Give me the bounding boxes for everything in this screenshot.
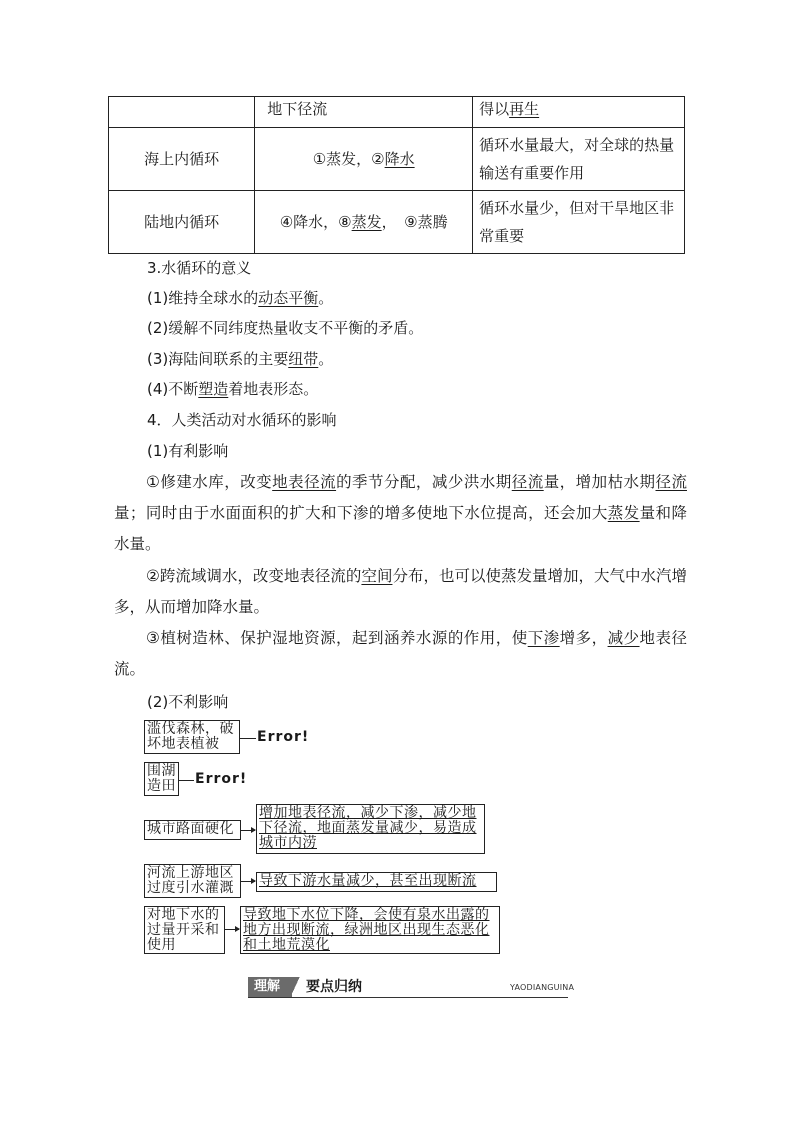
cell-text: ④降水，⑧ xyxy=(279,213,352,231)
cause-box-urban-paving: 城市路面硬化 xyxy=(144,820,241,840)
arrow-icon xyxy=(241,881,255,882)
arrow-icon xyxy=(241,830,255,831)
effect-box-groundwater: 导致地下水位下降，会使有泉水出露的地方出现断流，绿洲地区出现生态恶化和土地荒漠化 xyxy=(240,906,500,954)
cell-text: ①蒸发，② xyxy=(312,150,385,168)
list-item: (1)维持全球水的动态平衡。 xyxy=(147,289,334,307)
connector-line xyxy=(179,780,194,781)
cell-text: 得以 xyxy=(479,100,510,118)
cell-underlined-text: 降水 xyxy=(384,150,415,168)
paragraph: ③植树造林、保护湿地资源，起到涵养水源的作用，使下渗增多，减少地表径流。 xyxy=(114,629,687,678)
cause-box-irrigation: 河流上游地区过度引水灌溉 xyxy=(144,864,241,898)
subheading: (1)有利影响 xyxy=(147,442,229,460)
cell-text: ， ⑨蒸腾 xyxy=(381,213,448,231)
list-item: (2)缓解不同纬度热量收支不平衡的矛盾。 xyxy=(147,319,424,337)
list-item: (3)海陆间联系的主要纽带。 xyxy=(147,350,334,368)
connector-line xyxy=(240,738,256,739)
table-row xyxy=(109,191,685,254)
effect-box-downstream: 导致下游水量减少，甚至出现断流 xyxy=(256,872,497,892)
paragraph: ②跨流域调水，改变地表径流的空间分布，也可以使蒸发量增加，大气中水汽增多，从而增加降水量。 xyxy=(114,567,687,616)
table-cell: 陆地内循环 xyxy=(109,191,255,254)
section-3-title: 3.水循环的意义 xyxy=(147,259,252,277)
table-cell xyxy=(255,191,473,254)
banner-rule xyxy=(248,997,568,998)
arrow-icon xyxy=(225,929,239,930)
water-cycle-table xyxy=(108,96,685,254)
banner-slash-decoration xyxy=(292,977,302,997)
section-4-title: 4．人类活动对水循环的影响 xyxy=(147,411,337,429)
table-cell xyxy=(473,97,685,128)
table-cell xyxy=(109,97,255,128)
cause-box-deforestation: 滥伐森林，破坏地表植被 xyxy=(144,720,240,754)
cell-underlined-text: 再生 xyxy=(509,100,540,118)
table-cell: 循环水量最大，对全球的热量输送有重要作用 xyxy=(473,128,685,191)
subheading: (2)不利影响 xyxy=(147,693,229,711)
error-text: Error! xyxy=(257,729,310,745)
banner-tag: 理解 xyxy=(248,977,294,997)
cell-underlined-text: 蒸发 xyxy=(351,213,382,231)
cause-box-groundwater: 对地下水的过量开采和使用 xyxy=(144,906,225,954)
error-text: Error! xyxy=(195,771,248,787)
table-row xyxy=(109,97,685,128)
section-banner xyxy=(248,977,575,997)
table-row xyxy=(109,128,685,191)
cause-box-reclamation: 围湖造田 xyxy=(144,762,179,796)
paragraph: ①修建水库，改变地表径流的季节分配，减少洪水期径流量，增加枯水期径流量；同时由于水面面积的扩大和下渗的增多使地下水位提高，还会加大蒸发量和降水量。 xyxy=(114,473,687,553)
list-item: (4)不断塑造着地表形态。 xyxy=(147,380,319,398)
banner-title: 要点归纳 xyxy=(306,979,362,995)
table-cell: 循环水量少，但对干旱地区非常重要 xyxy=(473,191,685,254)
table-cell: 海上内循环 xyxy=(109,128,255,191)
table-cell: 地下径流 xyxy=(255,97,473,128)
effect-box-urban-flooding: 增加地表径流，减少下渗，减少地下径流，地面蒸发量减少，易造成城市内涝 xyxy=(256,804,485,854)
table-cell xyxy=(255,128,473,191)
banner-pinyin: YAODIANGUINA xyxy=(510,983,575,992)
